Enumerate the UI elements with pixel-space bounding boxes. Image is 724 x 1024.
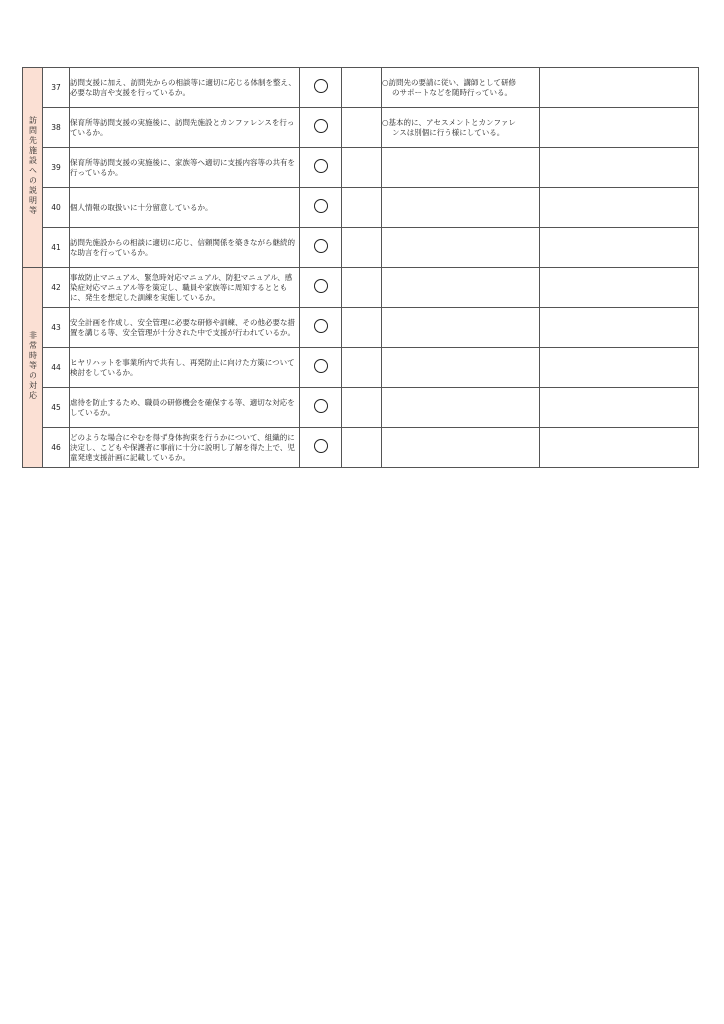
item-number: 38 [43,108,70,148]
item-number: 44 [43,348,70,388]
circle-mark-icon [314,199,328,213]
question-cell [70,388,300,428]
circle-mark-icon [314,239,328,253]
circle-mark-icon [314,119,328,133]
table-row [23,388,699,428]
item-number: 43 [43,308,70,348]
comment-line: のサポートなどを随時行っている。 [392,87,512,97]
yes-mark-cell [300,188,342,228]
item-number: 46 [43,428,70,468]
no-mark-cell [342,148,382,188]
table-row [23,148,699,188]
category-visit-explanation [23,68,43,268]
question-text: 安全計画を作成し、安全管理に必要な研修や訓練、その他必要な措置を講じる等、安全管理が十分された中で支援が行われているか。 [70,317,295,337]
comment-cell [382,308,540,348]
yes-mark-cell [300,268,342,308]
evaluation-table [22,67,699,468]
comment-cell [382,188,540,228]
question-text: どのような場合にやむを得ず身体拘束を行うかについて、組織的に決定し、こどもや保護者に事前に十分に説明し了解を得た上で、児童発達支援計画に記載しているか。 [70,432,295,462]
yes-mark-cell [300,228,342,268]
question-cell [70,148,300,188]
yes-mark-cell [300,348,342,388]
comment-line: ○訪問先の要請に従い、講師として研修 [382,77,517,87]
table-row [23,188,699,228]
yes-mark-cell [300,148,342,188]
no-mark-cell [342,108,382,148]
comment-cell [382,108,540,148]
table-row [23,308,699,348]
comment-cell [382,148,540,188]
question-text: 事故防止マニュアル、緊急時対応マニュアル、防犯マニュアル、感染症対応マニュアル等を策定し、職員や家族等に周知するとともに、発生を想定した訓練を実施しているか。 [70,272,293,302]
improvement-cell [540,348,699,388]
improvement-cell [540,108,699,148]
category-label: 訪問先施設への説明等 [28,116,38,216]
table-row [23,108,699,148]
question-cell [70,348,300,388]
table-row [23,228,699,268]
improvement-cell [540,268,699,308]
improvement-cell [540,68,699,108]
improvement-cell [540,188,699,228]
comment-line: ○基本的に、アセスメントとカンファレ [382,117,516,127]
table-row [23,348,699,388]
question-text: 個人情報の取扱いに十分留意しているか。 [70,202,213,212]
circle-mark-icon [314,399,328,413]
question-text: ヒヤリハットを事業所内で共有し、再発防止に向けた方策について検討をしているか。 [70,357,295,377]
no-mark-cell [342,428,382,468]
improvement-cell [540,228,699,268]
question-text: 訪問支援に加え、訪問先からの相談等に適切に応じる体制を整え、必要な助言や支援を行っているか。 [70,77,296,97]
table-row [23,68,699,108]
no-mark-cell [342,68,382,108]
no-mark-cell [342,268,382,308]
question-cell [70,68,300,108]
yes-mark-cell [300,388,342,428]
comment-cell [382,388,540,428]
comment-line: ンスは別個に行う様にしている。 [392,127,505,137]
no-mark-cell [342,228,382,268]
item-number: 37 [43,68,70,108]
improvement-cell [540,308,699,348]
circle-mark-icon [314,79,328,93]
question-cell [70,108,300,148]
comment-cell [382,228,540,268]
circle-mark-icon [314,439,328,453]
question-text: 虐待を防止するため、職員の研修機会を確保する等、適切な対応をしているか。 [70,397,295,417]
yes-mark-cell [300,308,342,348]
yes-mark-cell [300,428,342,468]
comment-cell [382,428,540,468]
no-mark-cell [342,348,382,388]
question-cell [70,428,300,468]
question-text: 保育所等訪問支援の実施後に、訪問先施設とカンファレンスを行っているか。 [70,117,295,137]
circle-mark-icon [314,159,328,173]
comment-cell [382,68,540,108]
improvement-cell [540,428,699,468]
circle-mark-icon [314,359,328,373]
no-mark-cell [342,188,382,228]
table-row [23,428,699,468]
no-mark-cell [342,308,382,348]
category-emergency [23,268,43,468]
improvement-cell [540,148,699,188]
item-number: 40 [43,188,70,228]
item-number: 45 [43,388,70,428]
item-number: 39 [43,148,70,188]
question-cell [70,228,300,268]
question-cell [70,188,300,228]
question-cell [70,268,300,308]
table-row [23,268,699,308]
circle-mark-icon [314,319,328,333]
category-label: 非常時等の対応 [28,331,38,401]
yes-mark-cell [300,108,342,148]
improvement-cell [540,388,699,428]
question-text: 訪問先施設からの相談に適切に応じ、信頼関係を築きながら継続的な助言を行っているか。 [70,237,295,257]
yes-mark-cell [300,68,342,108]
circle-mark-icon [314,279,328,293]
question-text: 保育所等訪問支援の実施後に、家族等へ適切に支援内容等の共有を行っているか。 [70,157,295,177]
comment-cell [382,348,540,388]
question-cell [70,308,300,348]
comment-cell [382,268,540,308]
item-number: 41 [43,228,70,268]
no-mark-cell [342,388,382,428]
item-number: 42 [43,268,70,308]
